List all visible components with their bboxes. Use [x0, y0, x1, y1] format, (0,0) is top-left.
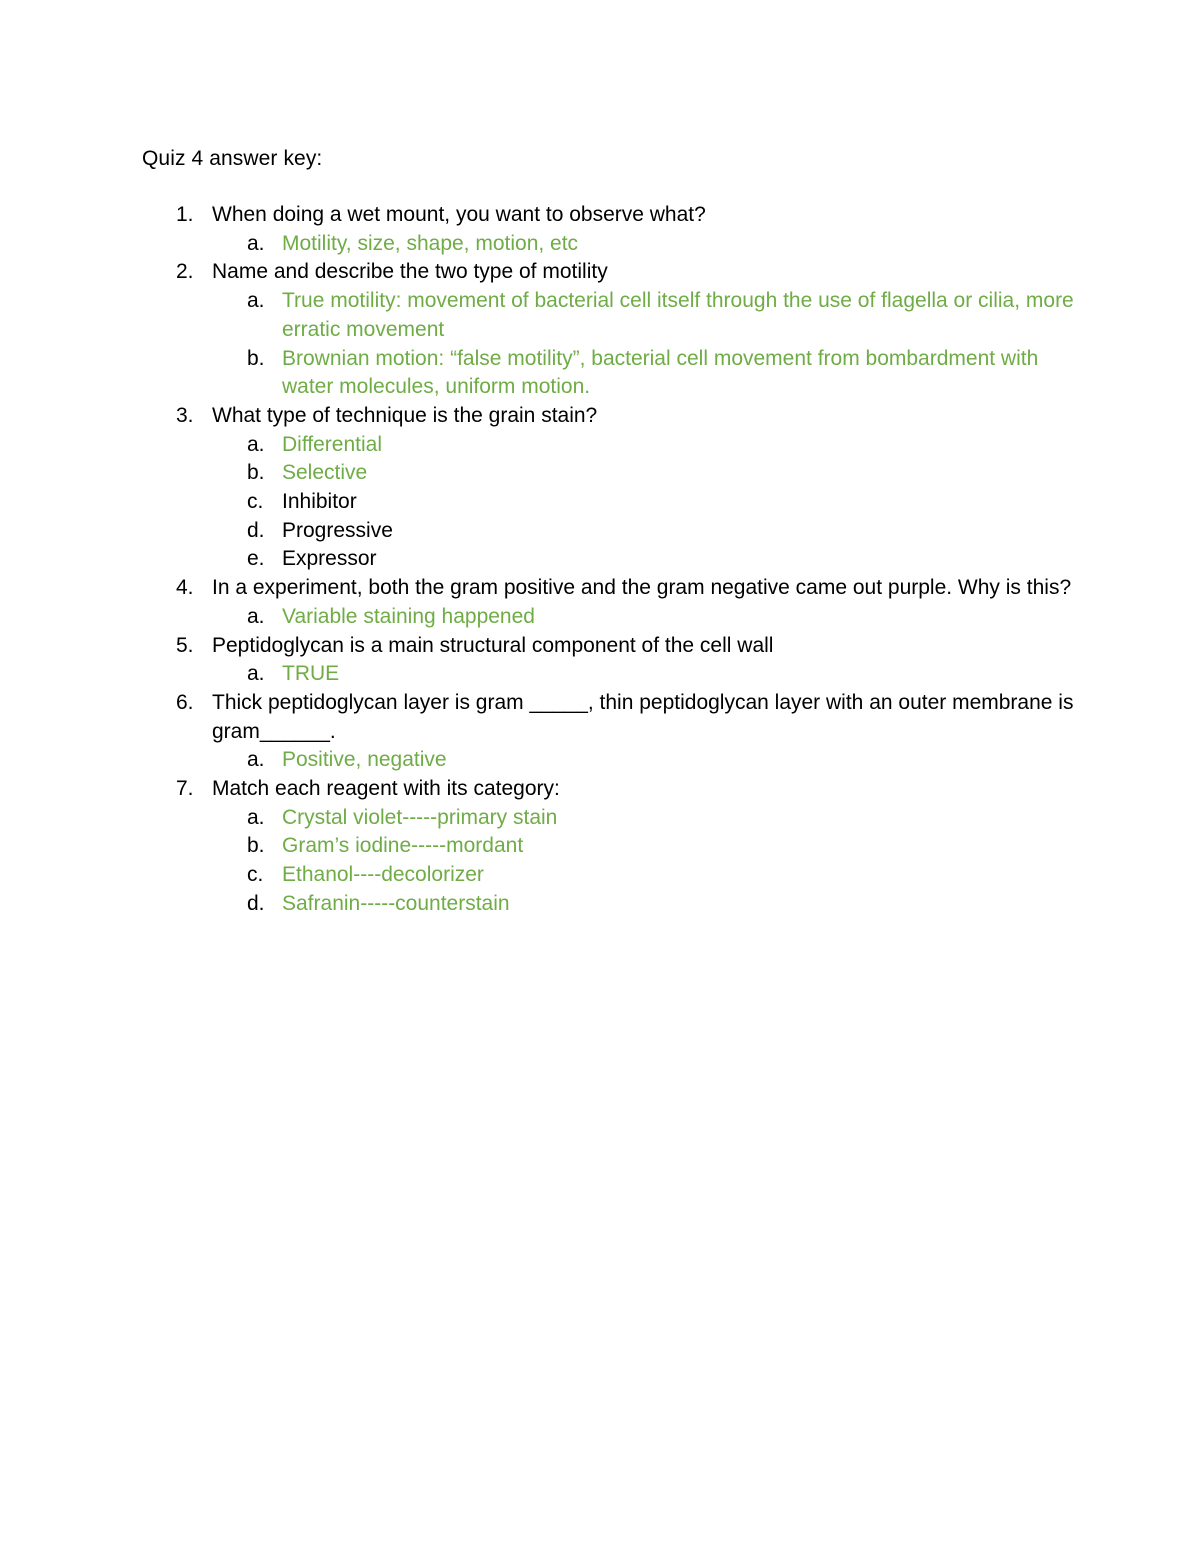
answer-text: Differential [282, 432, 382, 456]
question-text: In a experiment, both the gram positive and the gram negative came out purple. Why is this? [212, 576, 1072, 600]
question-text: When doing a wet mount, you want to observe what? [212, 203, 706, 226]
question-6 [176, 689, 1076, 775]
answer-item [212, 287, 1076, 344]
question-1 [176, 201, 1076, 258]
answer-letter: a. [247, 231, 265, 255]
answer-letter: b. [247, 346, 265, 370]
answer-item [212, 861, 1076, 890]
question-text: Peptidoglycan is a main structural component of the cell wall [212, 633, 774, 657]
answer-letter: b. [247, 461, 265, 485]
answer-text: Positive, negative [282, 748, 447, 772]
answer-letter: a. [247, 289, 265, 313]
answer-text: Gram’s iodine-----mordant [282, 834, 524, 858]
question-text: Thick peptidoglycan layer is gram _____, thin peptidoglycan layer with an outer membrane is gram______. [212, 690, 1074, 743]
answer-item [212, 545, 1076, 574]
answer-letter: c. [247, 490, 264, 514]
answer-item [212, 890, 1076, 919]
answer-item [212, 517, 1076, 546]
answer-list [212, 431, 1076, 575]
answer-text: Brownian motion: “false motility”, bacterial cell movement from bombardment with water molecules, uniform motion. [282, 346, 1039, 399]
question-7 [176, 775, 1076, 919]
page-title: Quiz 4 answer key: [142, 147, 323, 170]
answer-text: Motility, size, shape, motion, etc [282, 231, 579, 255]
question-3 [176, 402, 1076, 574]
answer-item [212, 832, 1076, 861]
question-number: 3. [176, 403, 194, 427]
question-number: 2. [176, 260, 194, 284]
question-4 [176, 574, 1076, 631]
answer-text: Safranin-----counterstain [282, 891, 510, 915]
answer-letter: e. [247, 547, 265, 571]
question-list [176, 201, 1076, 919]
answer-item [212, 804, 1076, 833]
answer-letter: a. [247, 604, 265, 628]
answer-text: Progressive [282, 518, 393, 542]
question-2 [176, 258, 1076, 402]
answer-letter: b. [247, 834, 265, 858]
answer-list [212, 230, 1076, 259]
answer-item [212, 746, 1076, 775]
answer-letter: d. [247, 518, 265, 542]
answer-item [212, 459, 1076, 488]
answer-item [212, 603, 1076, 632]
answer-list [212, 603, 1076, 632]
answer-list [212, 287, 1076, 402]
answer-text: Crystal violet-----primary stain [282, 805, 558, 829]
answer-list [212, 660, 1076, 689]
answer-text: True motility: movement of bacterial cell itself through the use of flagella or cilia, more erratic movement [282, 289, 1074, 341]
answer-letter: c. [247, 863, 264, 887]
answer-letter: a. [247, 662, 265, 686]
answer-list [212, 746, 1076, 775]
question-number: 7. [176, 777, 194, 801]
question-number: 6. [176, 690, 194, 714]
question-number: 5. [176, 633, 194, 657]
question-text: What type of technique is the grain stain? [212, 403, 598, 427]
question-5 [176, 632, 1076, 689]
answer-text: Ethanol----decolorizer [282, 863, 484, 887]
answer-item [212, 230, 1076, 259]
answer-letter: a. [247, 432, 265, 456]
answer-text: Selective [282, 461, 368, 485]
answer-text: Expressor [282, 547, 377, 571]
answer-item [212, 488, 1076, 517]
answer-letter: a. [247, 748, 265, 772]
answer-item [212, 660, 1076, 689]
question-number: 1. [176, 203, 194, 226]
answer-item [212, 345, 1076, 402]
answer-text: Inhibitor [282, 490, 357, 514]
question-number: 4. [176, 576, 194, 600]
answer-item [212, 431, 1076, 460]
answer-text: Variable staining happened [282, 604, 535, 628]
answer-letter: d. [247, 891, 265, 915]
answer-letter: a. [247, 805, 265, 829]
answer-list [212, 804, 1076, 919]
question-text: Match each reagent with its category: [212, 777, 560, 801]
answer-text: TRUE [282, 662, 340, 686]
question-text: Name and describe the two type of motility [212, 260, 608, 284]
